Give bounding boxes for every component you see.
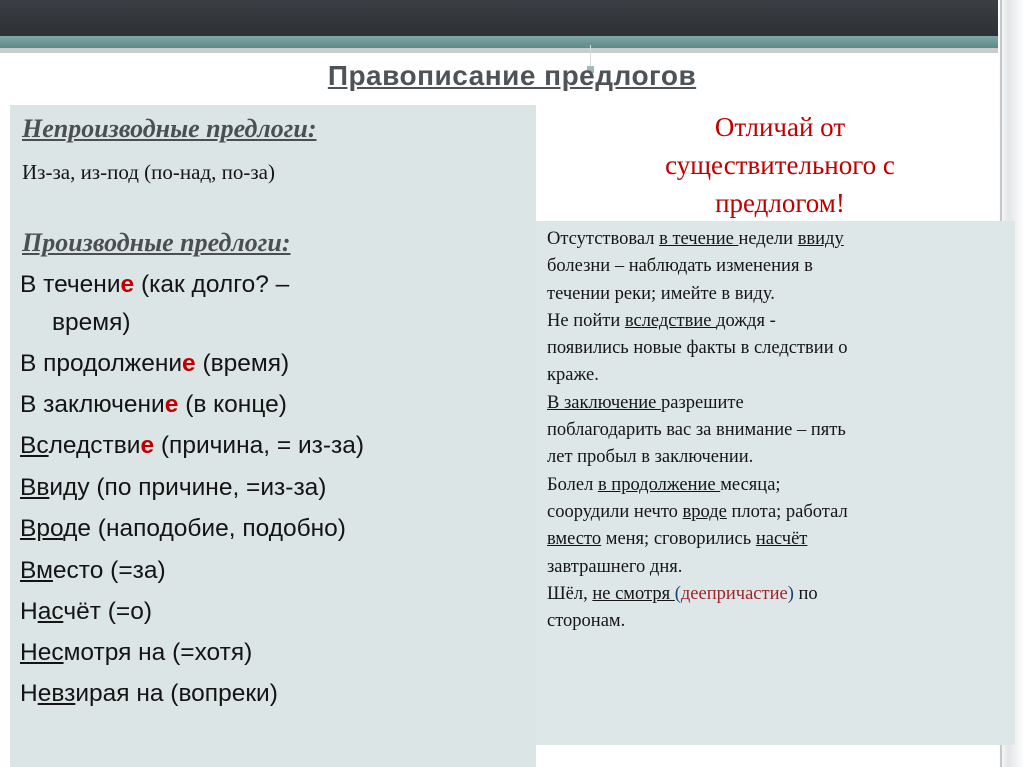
distinguish-heading: Отличай от существительного с предлогом! xyxy=(665,112,895,218)
example-line: течении реки; имейте в виду. xyxy=(547,283,775,304)
example-line: Шёл, не смотря (деепричастие) по xyxy=(547,583,818,604)
preposition-vsledstvie: Вследствие (причина, = из-за) xyxy=(20,432,365,459)
example-line: Отсутствовал в течение недели ввиду xyxy=(547,229,844,249)
preposition-nesmotrya-na: Несмотря на (=хотя) xyxy=(20,639,253,666)
top-band-gray xyxy=(0,48,1024,53)
preposition-vvidu: Ввиду (по причине, =из-за) xyxy=(20,474,327,501)
top-band-teal xyxy=(0,36,1024,48)
non-derivative-heading: Непроизводные предлоги: xyxy=(22,114,317,143)
example-line: Болел в продолжение месяца; xyxy=(547,474,781,495)
example-line: сторонам. xyxy=(547,611,626,632)
example-line: соорудили нечто вроде плота; работал xyxy=(547,501,848,522)
example-line: появились новые факты в следствии о xyxy=(547,338,848,359)
examples-text xyxy=(547,226,1017,635)
preposition-nevziraya-na: Невзирая на (вопреки) xyxy=(20,680,278,707)
preposition-naschet: Насчёт (=о) xyxy=(20,598,152,625)
preposition-v-prodolzhenie: В продолжение (время) xyxy=(20,350,290,377)
preposition-v-techenie-continued: время) xyxy=(52,309,131,336)
example-line: Не пойти вследствие дождя - xyxy=(547,310,776,331)
derivative-heading: Производные предлоги: xyxy=(22,228,291,257)
non-derivative-examples: Из-за, из-под (по-над, по-за) xyxy=(22,160,275,184)
example-line: краже. xyxy=(547,365,599,386)
example-line: лет пробыл в заключении. xyxy=(547,447,754,468)
preposition-v-techenie: В течение (как долго? – xyxy=(20,271,290,298)
preposition-vmesto: Вместо (=за) xyxy=(20,557,166,584)
example-line: болезни – наблюдать изменения в xyxy=(547,256,813,277)
example-line: вместо меня; сговорились насчёт xyxy=(547,529,808,550)
preposition-v-zaklyuchenie: В заключение (в конце) xyxy=(20,391,287,418)
example-line: поблагодарить вас за внимание – пять xyxy=(547,420,846,441)
slide-title: Правописание предлогов xyxy=(327,60,697,91)
top-band-dark xyxy=(0,0,1024,36)
example-line: завтрашнего дня. xyxy=(547,556,683,577)
example-line: В заключение разрешите xyxy=(547,392,744,413)
preposition-vrode: Вроде (наподобие, подобно) xyxy=(20,515,346,542)
